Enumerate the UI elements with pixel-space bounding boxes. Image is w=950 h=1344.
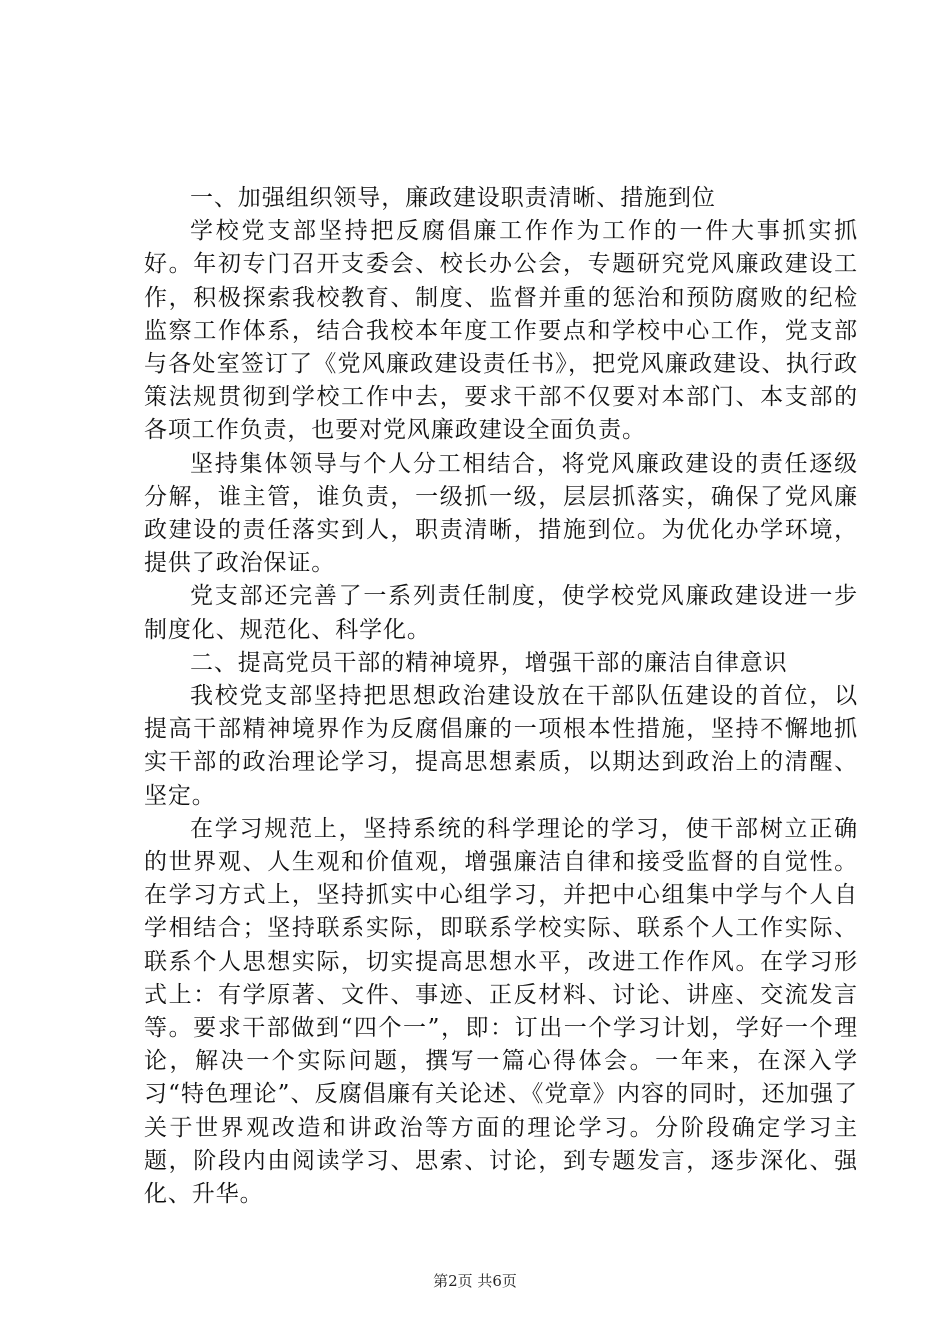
section-heading-2: 二、提高党员干部的精神境界，增强干部的廉洁自律意识 bbox=[190, 649, 788, 676]
paragraph-3: 党支部还完善了一系列责任制度，使学校党风廉政建设进一步制度化、规范化、科学化。 bbox=[144, 583, 858, 643]
paragraph-4: 我校党支部坚持把思想政治建设放在干部队伍建设的首位，以提高干部精神境界作为反腐倡廉的一项根本性措施，坚持不懈地抓实干部的政治理论学习，提高思想素质，以期达到政治上的清醒、坚定。 bbox=[144, 683, 858, 809]
page-number-footer: 第2页 共6页 bbox=[433, 1272, 517, 1290]
section-heading-1: 一、加强组织领导，廉政建设职责清晰、措施到位 bbox=[190, 185, 716, 211]
document-body bbox=[144, 182, 858, 1211]
paragraph-2: 坚持集体领导与个人分工相结合，将党风廉政建设的责任逐级分解，谁主管，谁负责，一级抓一级，层层抓落实，确保了党风廉政建设的责任落实到人，职责清晰，措施到位。为优化办学环境，提供了政治保证。 bbox=[144, 450, 858, 577]
paragraph-1: 学校党支部坚持把反腐倡廉工作作为工作的一件大事抓实抓好。年初专门召开支委会、校长办公会，专题研究党风廉政建设工作，积极探索我校教育、制度、监督并重的惩治和预防腐败的纪检监察工作体系，结合我校本年度工作要点和学校中心工作，党支部与各处室签订了《党风廉政建设责任书》，把党风廉政建设、执行政策法规贯彻到学校工作中去，要求干部不仅要对本部门、本支部的各项工作负责，也要对党风廉政建设全面负责。 bbox=[144, 218, 858, 444]
paragraph-5: 在学习规范上，坚持系统的科学理论的学习，使干部树立正确的世界观、人生观和价值观，增强廉洁自律和接受监督的自觉性。在学习方式上，坚持抓实中心组学习，并把中心组集中学与个人自学相结合；坚持联系实际，即联系学校实际、联系个人工作实际、联系个人思想实际，切实提高思想水平，改进工作作风。在学习形式上：有学原著、文件、事迹、正反材料、讨论、讲座、交流发言等。要求干部做到“四个一”，即：订出一个学习计划，学好一个理论，解决一个实际问题，撰写一篇心得体会。一年来，在深入学习“特色理论”、反腐倡廉有关论述、《党章》内容的同时，还加强了关于世界观改造和讲政治等方面的理论学习。分阶段确定学习主题，阶段内由阅读学习、思索、讨论，到专题发言，逐步深化、强化、升华。 bbox=[144, 815, 858, 1208]
